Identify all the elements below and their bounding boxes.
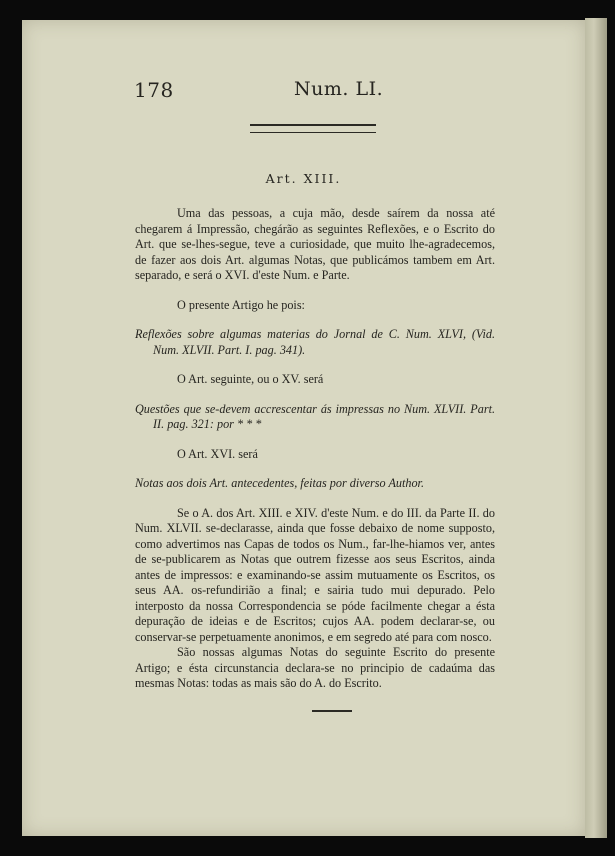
book-page: [22, 20, 585, 836]
paragraph-notes: São nossas algumas Notas do seguinte Escrito do presente Artigo; e ésta circunstancia declara-se no principio de cadaúma das mesmas Notas: todas as mais são do A. do Escrito.: [135, 645, 495, 690]
paragraph-article-statement: O presente Artigo he pois:: [177, 297, 305, 312]
paragraph-article-title-notas: Notas aos dois Art. antecedentes, feitas por diverso Author.: [135, 476, 424, 490]
running-title: Num. LI.: [294, 78, 384, 100]
page-edge: [585, 18, 607, 838]
page-number: 178: [134, 78, 174, 102]
page-header: [22, 76, 585, 116]
section-title: Art. XIII.: [265, 171, 342, 186]
closing-rule: [312, 710, 352, 712]
body-text: [135, 206, 495, 692]
paragraph-next-article: O Art. seguinte, ou o XV. será: [177, 372, 324, 386]
paragraph-article-title-reflexoes: Reflexões sobre algumas materias do Jornal de C. Num. XLVI, (Vid. Num. XLVII. Part. I. pag. 341).: [135, 327, 495, 357]
paragraph-article-xvi: O Art. XVI. será: [177, 446, 258, 461]
paragraph-intro: Uma das pessoas, a cuja mão, desde saírem da nossa até chegarem á Impressão, chegárão as seguintes Reflexões, e o Escrito do Art. que se-lhes-segue, teve a curiosidade, que muito lhe-agradecemos, de fazer aos dois Art. algumas Notas, que publicámos tambem em Art. separado, e será o XVI. d'este Num. e Parte.: [135, 206, 495, 282]
paragraph-declaration: Se o A. dos Art. XIII. e XIV. d'este Num. e do III. da Parte II. do Num. XLVII. se-declarasse, ainda que fosse debaixo de nome supposto, como advertimos nas Capas de todos os Num., far-lhe-hiamos ver, antes de se-publicarem as Notas que outrem fizesse aos seus Escritos, ainda antes de impressos: e examinando-se assim mutuamente os Escritos, os seus AA. os-refundirião a final; e sairia tudo mui depurado. Pelo interposto da nossa Correspondencia se póde facilmente chegar a ésta depuração de ideias e de Escritos; cujos AA. podem declarar-se, ou conservar-se perpetuamente anonimos, e em segredo até para com nosco.: [135, 505, 495, 644]
paragraph-article-title-questoes: Questões que se-devem accrescentar ás impressas no Num. XLVII. Part. II. pag. 321: por * * *: [135, 401, 495, 431]
double-rule-divider: [250, 124, 376, 133]
